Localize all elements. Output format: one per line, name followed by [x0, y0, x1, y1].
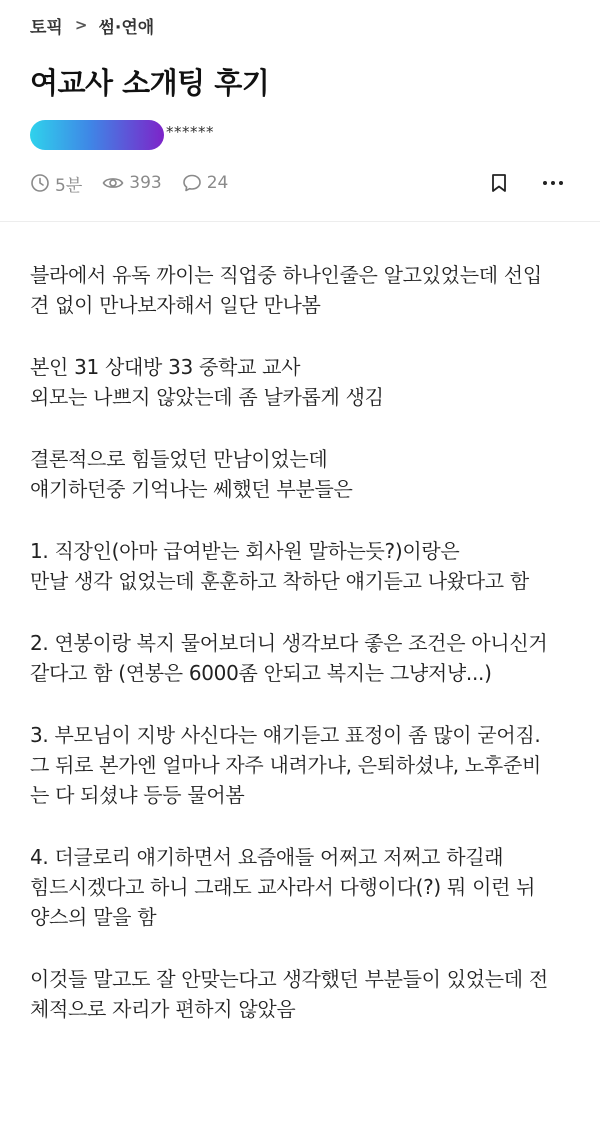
body-line: 얘기하던중 기억나는 쎄했던 부분들은 [30, 477, 353, 501]
paragraph-2 [30, 352, 570, 412]
meta-time-value: 5분 [55, 175, 83, 196]
body-line: 3. 부모님이 지방 사신다는 얘기듣고 표정이 좀 많이 굳어짐. [30, 723, 541, 747]
body-line: 양스의 말을 함 [30, 905, 157, 929]
author-info[interactable] [30, 118, 570, 152]
body-line: 힘드시겠다고 하니 그래도 교사라서 다행이다(?) 뭐 이런 뉘 [30, 875, 536, 899]
bookmark-icon [490, 173, 508, 193]
body-line: 이것들 말고도 잘 안맞는다고 생각했던 부분들이 있었는데 전 [30, 967, 548, 991]
clock-icon [30, 173, 50, 193]
body-line: 같다고 함 (연봉은 6000좀 안되고 복지는 그냥저냥...) [30, 661, 492, 685]
breadcrumb [30, 0, 570, 50]
meta-time [30, 171, 82, 196]
paragraph-7 [30, 842, 570, 932]
more-dots-icon [542, 180, 564, 186]
more-options-button[interactable] [538, 168, 568, 198]
post-header [0, 0, 600, 203]
body-line: 블라에서 유독 까이는 직업중 하나인줄은 알고있었는데 선입 [30, 263, 542, 287]
meta-views-count: 393 [129, 173, 162, 193]
post-body [0, 222, 600, 1024]
bookmark-button[interactable] [484, 168, 514, 198]
paragraph-8 [30, 964, 570, 1024]
body-line: 만날 생각 없었는데 훈훈하고 착하단 얘기듣고 나왔다고 함 [30, 569, 529, 593]
body-line: 체적으로 자리가 편하지 않았음 [30, 997, 296, 1021]
eye-icon [102, 173, 124, 193]
post-title: 여교사 소개팅 후기 [30, 66, 270, 100]
author-redaction-bar [30, 120, 164, 150]
body-line: 2. 연봉이랑 복지 물어보더니 생각보다 좋은 조건은 아니신거 [30, 631, 548, 655]
body-line: 결론적으로 힘들었던 만남이었는데 [30, 447, 328, 471]
breadcrumb-category-link[interactable]: 썸·연애 [98, 17, 155, 38]
body-line: 그 뒤로 본가엔 얼마나 자주 내려가냐, 은퇴하셨냐, 노후준비 [30, 753, 541, 777]
breadcrumb-separator-icon: > [74, 16, 88, 34]
paragraph-4 [30, 536, 570, 596]
body-line: 견 없이 만나보자해서 일단 만나봄 [30, 293, 321, 317]
paragraph-1 [30, 260, 570, 320]
body-line: 4. 더글로리 얘기하면서 요즘애들 어쩌고 저쩌고 하길래 [30, 845, 504, 869]
meta-views [102, 173, 161, 193]
meta-comments[interactable] [182, 173, 229, 193]
body-line: 는 다 되셨냐 등등 물어봄 [30, 783, 245, 807]
comment-bubble-icon [182, 173, 202, 193]
post-meta-bar [30, 163, 570, 203]
body-line: 1. 직장인(아마 급여받는 회사원 말하는듯?)이랑은 [30, 539, 460, 563]
meta-comments-count: 24 [206, 173, 229, 193]
breadcrumb-topic-link[interactable]: 토픽 [30, 17, 63, 38]
author-masked-name: ****** [166, 123, 214, 141]
paragraph-6 [30, 720, 570, 810]
body-line: 외모는 나쁘지 않았는데 좀 날카롭게 생김 [30, 385, 384, 409]
body-line: 본인 31 상대방 33 중학교 교사 [30, 355, 301, 379]
paragraph-3 [30, 444, 570, 504]
paragraph-5 [30, 628, 570, 688]
